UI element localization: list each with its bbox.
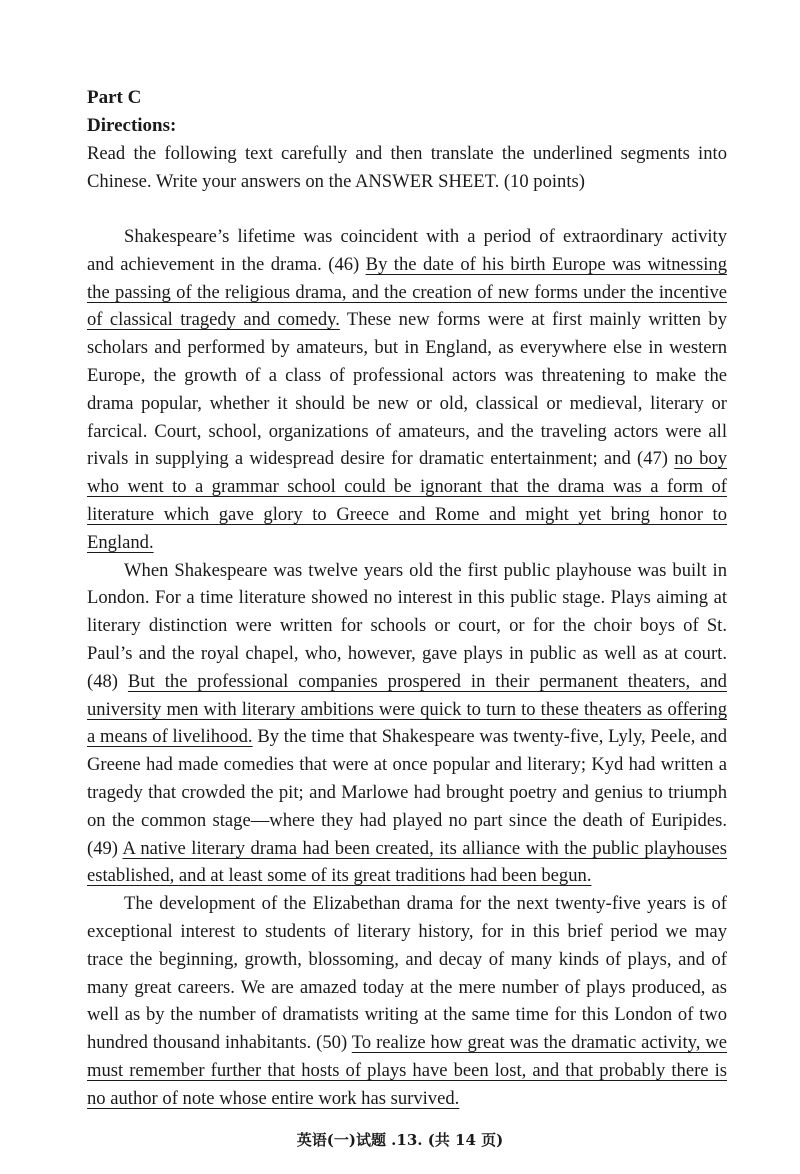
segment-text: The development of the Elizabethan drama for the next twenty-five years is of exceptional interest to students of literary history, for in this brief period we may trace the beginning, growth, blossoming, and decay of many kinds of plays, and of many great careers. We are amazed today at the mere number of plays produced, as well as by the number of dramatists writing at the same time for this London of two hundred thousand inhabitants. (50) bbox=[87, 893, 727, 1054]
directions-text: Read the following text carefully and then translate the underlined segments into Chinese. Write your answers on the ANSWER SHEET. (10 points) bbox=[87, 143, 727, 192]
reading-passage bbox=[87, 223, 727, 1113]
underlined-segment-47: no boy who went to a grammar school could be ignorant that the drama was a form of literature which gave glory to Greece and Rome and might yet bring honor to England. bbox=[87, 448, 727, 553]
segment-text: These new forms were at first mainly written by scholars and performed by amateurs, but in England, as everywhere else in western Europe, the growth of a class of professional actors was threatening to make the drama popular, whether it should be new or old, classical or medieval, literary or farcical. Court, school, organizations of amateurs, and the traveling actors were all rivals in supplying a widespread desire for dramatic entertainment; and (47) bbox=[87, 309, 728, 470]
underlined-segment-49: A native literary drama had been created, its alliance with the public playhouses established, and at least some of its great traditions had been begun. bbox=[87, 837, 728, 887]
underlined-segment-48: But the professional companies prospered in their permanent theaters, and university men with literary ambitions were quick to turn to these theaters as offering a means of livelihood. bbox=[87, 670, 727, 748]
segment-text: When Shakespeare was twelve years old the first public playhouse was built in London. For a time literature showed no interest in this public stage. Plays aiming at literary distinction were written for schools or court, or for the choir boys of St. Paul’s and the royal chapel, who, however, gave plays in public as well as at court. (48) bbox=[87, 559, 727, 692]
segment-text: Shakespeare’s lifetime was coincident with a period of extraordinary activity and achievement in the drama. (46) bbox=[87, 226, 727, 275]
paragraph-3 bbox=[87, 890, 727, 1112]
underlined-segment-46: By the date of his birth Europe was witnessing the passing of the religious drama, and the creation of new forms under the incentive of classical tragedy and comedy. bbox=[87, 253, 727, 331]
directions-label: Directions: bbox=[87, 115, 177, 136]
page-footer: 英语(一)试题 .13. (共 14 页) bbox=[296, 1131, 504, 1149]
segment-text: By the time that Shakespeare was twenty-five, Lyly, Peele, and Greene had made comedies that were at once popular and literary; Kyd had written a tragedy that crowded the pit; and Marlowe had brought poetry and genius to triumph on the common stage—where they had played no part since the death of Euripides. (49) bbox=[87, 726, 727, 859]
part-title: Part C bbox=[87, 87, 142, 108]
paragraph-1 bbox=[87, 223, 727, 557]
paragraph-2 bbox=[87, 557, 727, 891]
underlined-segment-50: To realize how great was the dramatic activity, we must remember further that hosts of plays have been lost, and that probably there is no author of note whose entire work has survived. bbox=[87, 1032, 728, 1109]
